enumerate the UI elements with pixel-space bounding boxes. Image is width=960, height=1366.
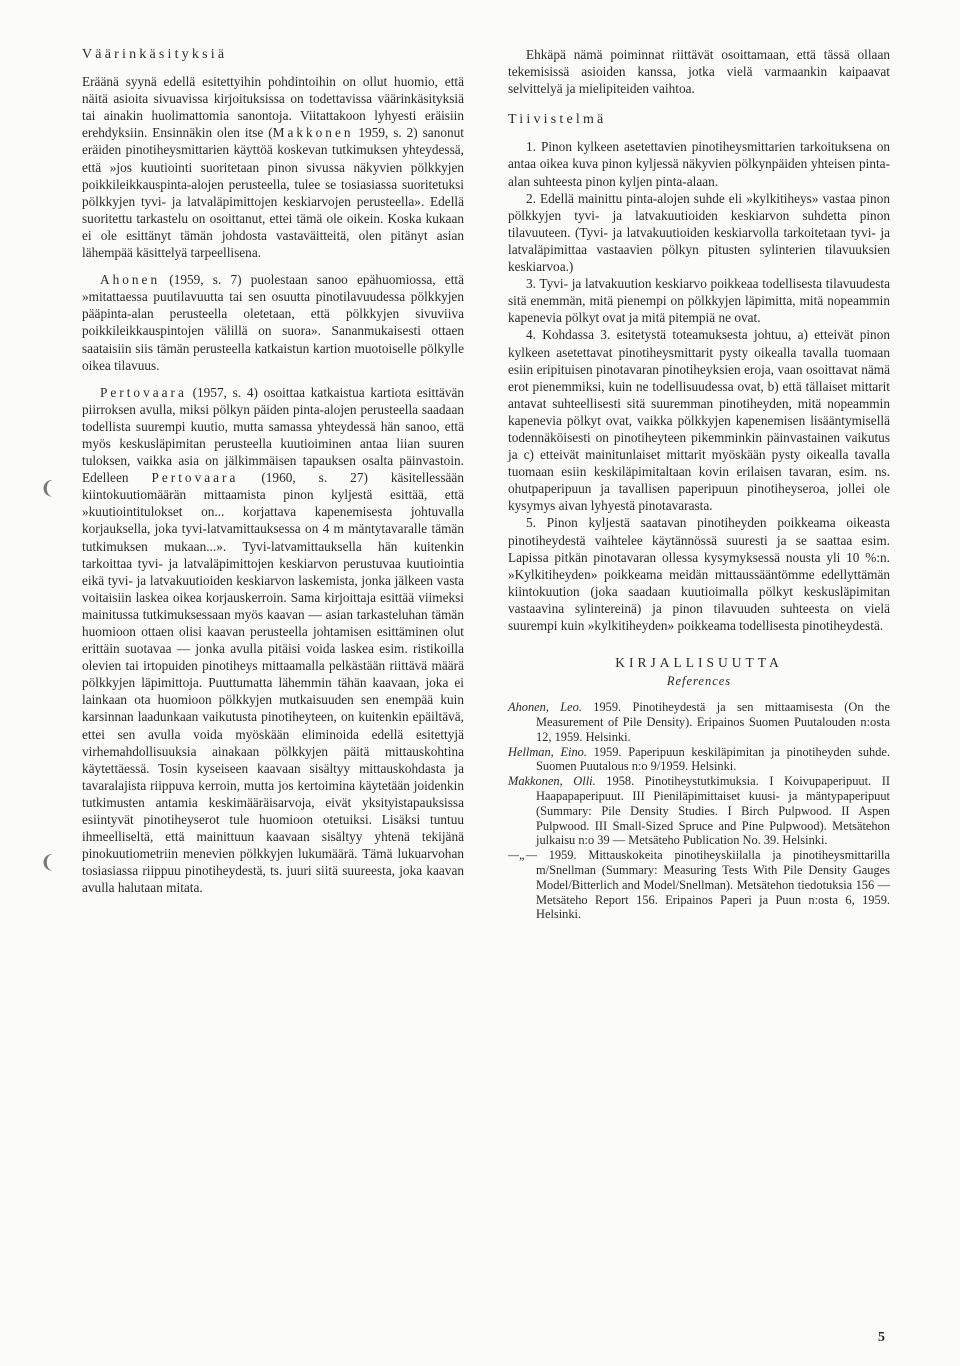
reference-author: Makkonen, Olli.	[508, 774, 596, 789]
reference-entry	[508, 745, 890, 775]
reference-text: 1958. Pinotiheystutkimuksia. I Koivupaperipuut. II Haapapaperipuut. III Pieniläpimittaiset kuusi- ja mäntypaperipuut (Summary: Pile Density Studies. I Birch Pulpwood. II Aspen Pulpwood. III Small-Sized Spruce and Pine Pulpwood). Metsätehon julkaisu n:o 39 — Metsäteho Publication No. 39. Helsinki.	[536, 774, 890, 848]
paragraph-pertovaara	[82, 384, 464, 897]
summary-item: 3. Tyvi- ja latvakuution keskiarvo poikkeaa todellisesta tilavuudesta sitä enemmän, mitä pienempi on pölkkyjen läpimitta, mitä nopeammin kapenevia pölkyt ovat ja mitä pitempiä ne ovat.	[508, 276, 890, 326]
reference-entry	[508, 848, 890, 922]
author-name: Ahonen	[100, 272, 161, 288]
summary-item: 2. Edellä mainittu pinta-alojen suhde eli »kylkitiheys» vastaa pinon pölkkyjen tyvi- ja latvakuutioiden keskiarvon suhdetta pinon tilavuuteen. (Tyvi- ja latvakuutioiden keskiarvolla tarkoitetaan tyvi- ja latvaläpimittaa vastaavien pölkyn pitusten sylinterien tilavuuksien keskiarvoa.)	[508, 190, 890, 275]
summary-item: 5. Pinon kyljestä saatavan pinotiheyden poikkeama oikeasta pinotiheydestä vaihtelee käytännössä suuresti ja se saattaa esim. Lapissa pitkän pinotavaran ollessa kysymyksessä nousta yli 10 %:n. »Kylkitiheyden» poikkeama meidän mittaussääntömme edellyttämän kiintokuution (joka saadaan kuutioimalla pölkyt keskusläpimitan vastaavina sylintereinä) ja pinon tilavuuden suhteesta on vielä suurempi kuin »kylkitiheyden» poikkeama todellisesta pinotiheydestä.	[508, 515, 890, 633]
author-name: Makkonen	[272, 125, 354, 141]
reference-text: 1959. Pinotiheydestä ja sen mittaamisesta (On the Measurement of Pile Density). Eripainos Suomen Puutalouden n:osta 12, 1959. Helsinki.	[536, 700, 890, 744]
left-column	[82, 46, 464, 897]
margin-mark: ❨	[40, 478, 56, 498]
reference-list	[508, 700, 890, 922]
references-header	[508, 654, 890, 690]
reference-author: —„—	[508, 848, 537, 863]
summary-item: 4. Kohdassa 3. esitetystä toteamuksesta johtuu, a) etteivät pinon kylkeen asetettavat pinotiheysmittarit pysty oikealla tavalla tuomaan esiin eripituisen pinotavaran pinotiheyksien eroja, vaan osoittavat nämä erot pienemmiksi, kuin ne todellisuudessa ovat, b) että tällaiset mittarit antavat suhteellisesti sitä suuremman pinotiheyden, mitä nopeammin kapenevia pölkyt ovat, vaikka pölkkyjen kapenemisen lisääntymisellä todennäköisesti on pinotiheyteen pikemminkin päinvastainen vaikutus ja c) etteivät mainitunlaiset mittarit myöskään pysty oikealla tavalla tuomaan esiin keskiläpimitaltaan kovin erilaisen tavaran, esim. ns. ohutpaperipuun ja tavallisen paperipuun pinotiheyseroa, jollei ole kysymys aivan lyhyestä pinotavarasta.	[508, 327, 890, 514]
summary-heading: Tiivistelmä	[508, 112, 607, 128]
text-span: (1960, s. 27) käsitellessään kiintokuutiomäärän mittaamista pinon kyljestä esittää, että »kuutiointitulokset on... korjattava kapenemisesta johtuvalla korjauksella, joka tyvi-latvamittauksessa on 4 m mäntytavaralle tämän tutkimuksen mukaan...». Tyvi-latvamittauksella hän kuitenkin tarkoittaa tyvi- ja latvaläpimittojen keskiarvon perustuvaa kuutiointia eikä tyvi- ja latvakuutioiden keskiarvon laskemista, jonka jälkeen vasta voitaisiin laskea oikea korjauskerroin. Sama kirjoittaja esittää viimeksi mainitussa tutkimuksessaan myös kaavan — asian tarkasteluhan tämän huomioon ottaen olisi kaavan perusteella johtamisen esittäminen olut erittäin suotavaa — jonka avulla pitäisi voida laskea esim. ristikoilla olevien tai irtopuiden pinotiheys mittaamalla pelkästään riittävä määrä pölkkyjen läpimittoja. Puuttumatta lähemmin tähän kaavaan, joka ei lainkaan ota huomioon pölkkyjen mutkaisuuden sen enempää kuin karsinnan laadunkaan vaikutusta pinotiheyteen, on kuitenkin epäiltävä, ettei sen avulla voida myöskään eliminoida edellä esitettyjä virhemahdollisuuksia ainakaan pölkkyjen päitä mittauskohtina käytettäessä. Tosin kyseiseen kaavaan sisältyy mittauskohdasta ja tavaralajista riippuva kerroin, mutta jos kertoimina käytetään joidenkin tutkimusten antamia keskimääräisarvoja, eivät yksityistapauksissa esiintyvät pinotiheyserot tule huomioon otetuiksi. Lisäksi tuntuu ihmeelliseltä, että mainittuun kaavaan sisältyy yhtenä tekijänä pinokuutiometriin menevien pölkkyjen lukumäärä. Tämä lukuarvohan tosiasiassa riippuu pinotiheydestä, ts. juuri siitä suureesta, joka kaavan avulla halutaan mitata.	[82, 470, 464, 896]
references-subtitle: References	[666, 674, 732, 689]
spacer	[82, 374, 464, 384]
reference-entry	[508, 774, 890, 848]
references-title: KIRJALLISUUTTA	[615, 655, 783, 671]
author-name: Pertovaara	[151, 470, 239, 486]
reference-author: Ahonen, Leo.	[508, 700, 582, 715]
paragraph-closing: Ehkäpä nämä poiminnat riittävät osoittamaan, että tässä ollaan tekemisissä asioiden kanssa, jotka vielä varmaankin kaipaavat selvittelyä ja mielipiteiden vaihtoa.	[508, 47, 890, 97]
reference-author: Hellman, Eino.	[508, 744, 587, 759]
right-column	[508, 46, 890, 922]
margin-mark: ❨	[40, 852, 56, 872]
section-heading: Väärinkäsityksiä	[82, 47, 228, 62]
spacer	[82, 261, 464, 271]
page-number: 5	[878, 1330, 885, 1345]
text-span: Eräänä syynä edellä esitettyihin pohdintoihin on ollut huomio, että näitä asioita sivuavissa kirjoituksissa on todettavissa väärinkäsityksiä tai ainakin huolimattomia sanontoja. Viitattakoon lyhyesti eräisiin erehdyksiin. Ensinnäkin olen itse (	[82, 74, 464, 141]
spacer	[508, 97, 890, 111]
paragraph-ahonen	[82, 271, 464, 374]
paragraph-intro	[82, 73, 464, 261]
text-span: 1959, s. 2) sanonut eräiden pinotiheysmittarien käyttöä koskevan tutkimuksen yhteydessä, että »jos kuutiointi suoritetaan pinon sivussa näkyvien pölkkyjen poikkileikkauspinta-alojen perusteella, tulee se tosiasiassa suoritetuksi pölkkyjen tyvi- ja latvaläpimittojen keskiarvojen perusteella». Edellä suoritettu tarkastelu on osoittanut, ettei tämä ole oikein. Koska kukaan ei ole esittänyt tämän johdosta vastaväitteitä, olen pitänyt asian lähempää käsittelyä tarpeellisena.	[82, 125, 464, 261]
reference-text: 1959. Mittauskokeita pinotiheyskiilalla ja pinotiheysmittarilla m/Snellman (Summary: Measuring Tests With Pile Density Gauges Model/Bitterlich and Model/Snellman). Metsätehon tiedotuksia 156 — Metsäteho Report 156. Eripainos Paperi ja Puun n:osta 6, 1959. Helsinki.	[536, 848, 890, 922]
reference-entry	[508, 700, 890, 744]
author-name: Pertovaara	[100, 384, 187, 400]
text-span: (1959, s. 7) puolestaan sanoo epähuomiossa, että »mitattaessa puutilavuutta tai sen osuutta pinotilavuudessa pölkkyjen pääpinta-alan perusteella oletetaan, että pölkkyjen sivuviiva poikkileikkauspintojen välillä on suora». Sananmukaisesti ottaen saataisiin siis tämän perusteella katkaistun kartion muotoiselle pölkylle oikea tilavuus.	[82, 272, 464, 373]
summary-item: 1. Pinon kylkeen asetettavien pinotiheysmittarien tarkoituksena on antaa oikea kuva pinon kyljessä näkyvien pölkynpäiden yhteisen pinta-alan suhteesta pinon kyljen pinta-alaan.	[508, 139, 890, 189]
text-span: (1957, s. 4) osoittaa katkaistua kartiota esittävän piirroksen avulla, miksi pölkyn päiden pinta-alojen perusteella saadaan todellista suurempi kuutio, mutta samassa yhteydessä hän sanoo, että myös keskusläpimitan perusteella kuutioiminen antaa liian suuren tuloksen, vaikka asia on jälkimmäisen tapauksen osalta päinvastoin. Edelleen	[82, 384, 464, 486]
reference-text: 1959. Paperipuun keskiläpimitan ja pinotiheyden suhde. Suomen Puutalous n:o 9/1959. Helsinki.	[536, 744, 890, 774]
